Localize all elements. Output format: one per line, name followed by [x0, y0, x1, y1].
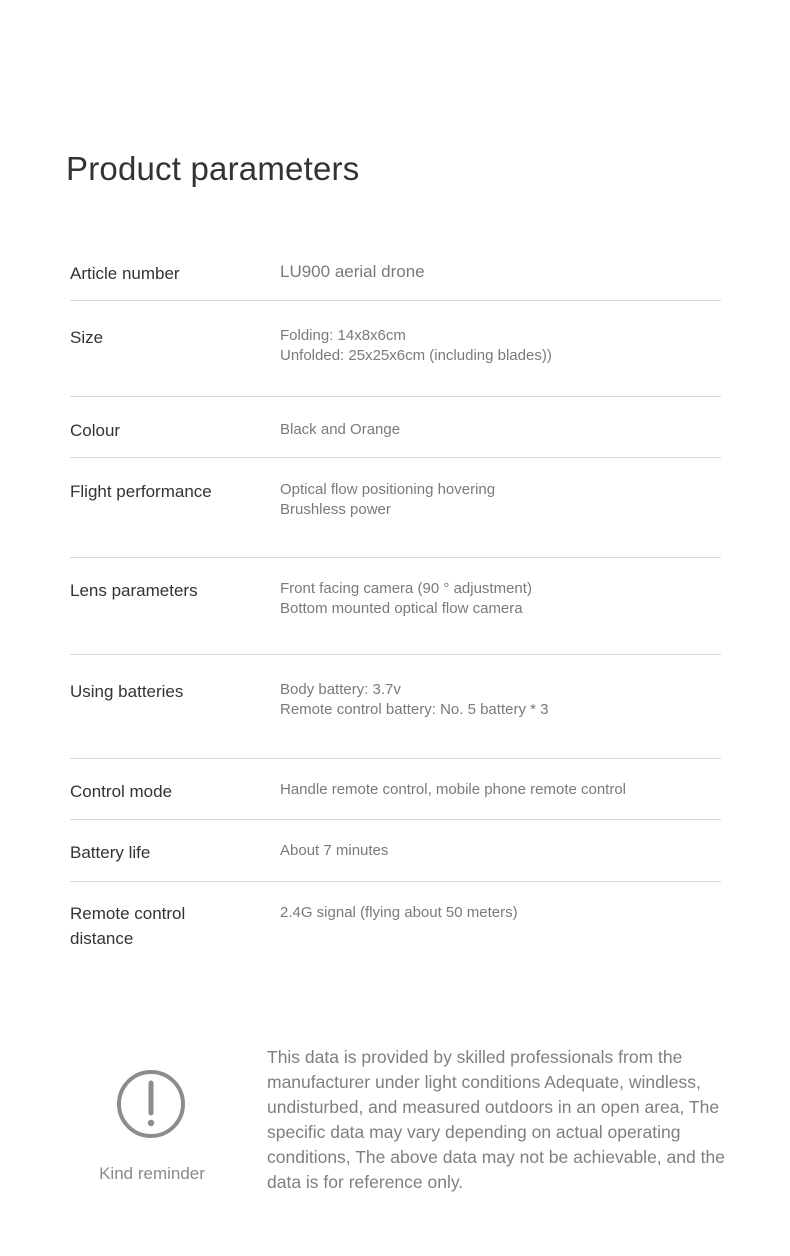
spec-label: Article number: [70, 264, 180, 283]
spec-value: [280, 680, 720, 720]
spec-value-line: Black and Orange: [280, 421, 401, 438]
spec-row-article-number: [70, 240, 721, 301]
spec-row-colour: [70, 397, 721, 458]
spec-label: Control mode: [70, 782, 173, 801]
spec-value-line: Handle remote control, mobile phone remote control: [280, 781, 627, 798]
spec-value: [280, 903, 720, 923]
spec-value-line: About 7 minutes: [280, 842, 389, 859]
spec-row-flight-performance: [70, 458, 721, 558]
spec-value-line: Body battery: 3.7v: [280, 681, 401, 698]
spec-row-control-mode: [70, 759, 721, 820]
spec-value-line: 2.4G signal (flying about 50 meters): [280, 904, 518, 921]
spec-label: Size: [70, 328, 104, 347]
spec-label: Using batteries: [70, 682, 184, 701]
spec-row-battery-life: [70, 820, 721, 882]
exclamation-circle-icon: [116, 1069, 186, 1139]
spec-value-line: Unfolded: 25x25x6cm (including blades)): [280, 347, 552, 364]
spec-row-size: [70, 300, 721, 397]
spec-value: [280, 841, 720, 861]
spec-row-using-batteries: [70, 655, 721, 759]
spec-value-line: Remote control battery: No. 5 battery * 3: [280, 701, 549, 718]
spec-value-line: Front facing camera (90 ° adjustment): [280, 580, 532, 597]
spec-value-line: LU900 aerial drone: [280, 262, 425, 281]
spec-value: [280, 420, 720, 440]
reminder-text: This data is provided by skilled professionals from the manufacturer under light conditions Adequate, windless, undisturbed, and measured outdoors in an open area, The specific data may vary depending on actual operating conditions, The above data may not be achievable, and the data is for reference only.: [267, 1047, 725, 1192]
spec-value: [280, 326, 720, 366]
spec-label: Lens parameters: [70, 581, 198, 600]
spec-label: Colour: [70, 421, 121, 440]
spec-row-lens-parameters: [70, 558, 721, 655]
spec-value: [280, 780, 720, 800]
page-title: Product parameters: [66, 150, 360, 187]
spec-value-line: Folding: 14x8x6cm: [280, 327, 406, 344]
spec-label: Flight performance: [70, 482, 212, 501]
spec-value: [280, 262, 720, 282]
spec-value: [280, 579, 720, 619]
spec-value-line: Brushless power: [280, 501, 391, 518]
spec-value: [280, 480, 720, 520]
reminder-label: Kind reminder: [99, 1164, 205, 1183]
spec-label: Remote control distance: [70, 904, 186, 948]
spec-row-remote-control-distance: [70, 882, 721, 962]
spec-label: Battery life: [70, 843, 151, 862]
spec-value-line: Optical flow positioning hovering: [280, 481, 496, 498]
spec-value-line: Bottom mounted optical flow camera: [280, 600, 523, 617]
